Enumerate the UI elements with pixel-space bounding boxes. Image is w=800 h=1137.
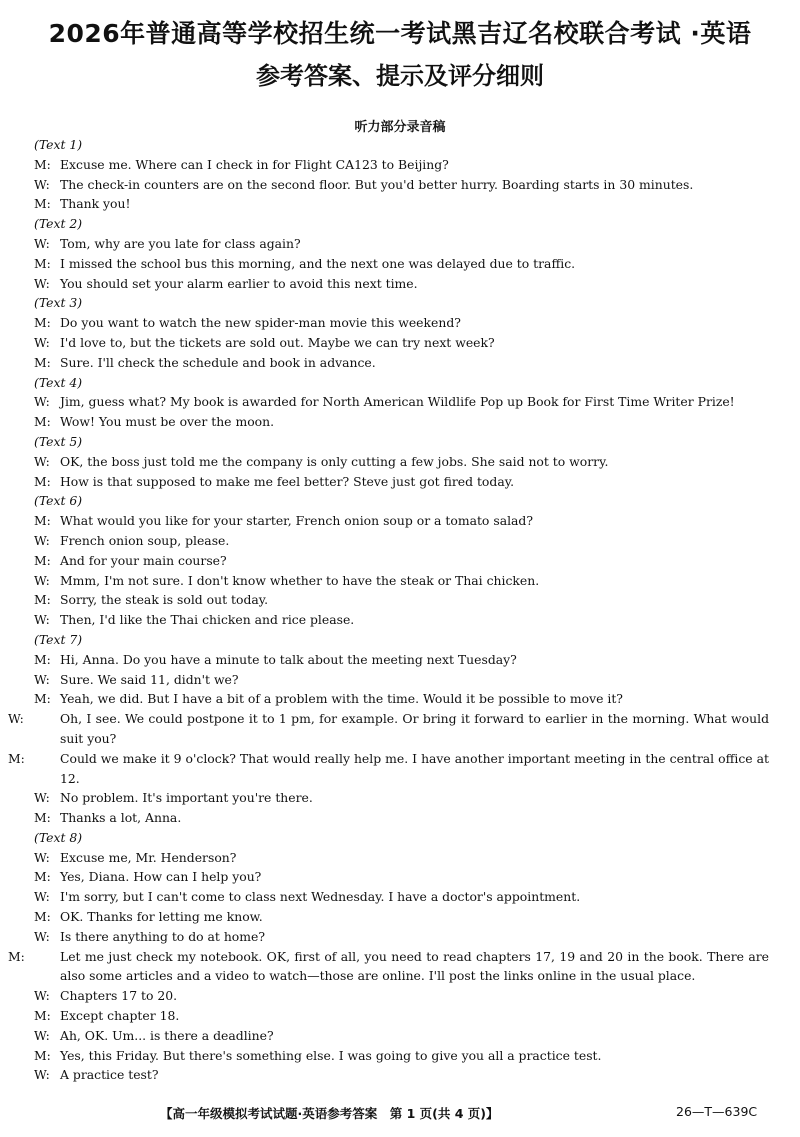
- dialogue-text: Chapters 17 to 20.: [60, 988, 178, 1004]
- dialogue-line: [34, 194, 769, 214]
- speaker-label: W:: [34, 889, 50, 905]
- speaker-label: M:: [34, 1008, 51, 1024]
- speaker-label: M:: [8, 948, 25, 964]
- speaker-label: W:: [34, 334, 50, 350]
- dialogue-line: [34, 412, 769, 432]
- dialogue-line: [34, 1046, 769, 1066]
- dialogue-line: [34, 274, 769, 294]
- dialogue-text: OK. Thanks for letting me know.: [60, 909, 263, 925]
- dialogue-text: Ah, OK. Um... is there a deadline?: [60, 1027, 274, 1043]
- dialogue-line: [34, 887, 769, 907]
- dialogue-line: [34, 610, 769, 630]
- dialogue-line: [34, 848, 769, 868]
- speaker-label: W:: [34, 1027, 50, 1043]
- speaker-label: W:: [34, 928, 50, 944]
- dialogue-line: [34, 333, 769, 353]
- dialogue-text: No problem. It's important you're there.: [60, 790, 313, 806]
- dialogue-text: And for your main course?: [60, 552, 227, 568]
- dialogue-text: Excuse me, Mr. Henderson?: [60, 849, 237, 865]
- dialogue-text: A practice test?: [60, 1067, 159, 1083]
- dialogue-line: [34, 867, 769, 887]
- dialogue-text: Yeah, we did. But I have a bit of a problem with the time. Would it be possible to move it?: [60, 691, 623, 707]
- speaker-label: M:: [34, 513, 51, 529]
- speaker-label: M:: [34, 651, 51, 667]
- speaker-label: M:: [8, 750, 25, 766]
- dialogue-line: [34, 670, 769, 690]
- dialogue-text: Sure. I'll check the schedule and book in advance.: [60, 354, 376, 370]
- dialogue-line: [8, 709, 769, 749]
- dialogue-text: What would you like for your starter, French onion soup or a tomato salad?: [60, 513, 534, 529]
- dialogue-line: [34, 689, 769, 709]
- dialogue-line: [34, 650, 769, 670]
- dialogue-text: Is there anything to do at home?: [60, 928, 265, 944]
- dialogue-text: I'm sorry, but I can't come to class next Wednesday. I have a doctor's appointment.: [60, 889, 581, 905]
- dialogue-line: [34, 531, 769, 551]
- text-section-header: (Text 2): [34, 216, 83, 232]
- dialogue-line: [34, 907, 769, 927]
- text-section-header: (Text 7): [34, 631, 83, 647]
- dialogue-text: The check-in counters are on the second floor. But you'd better hurry. Boarding starts in 30 minutes.: [60, 176, 694, 192]
- speaker-label: W:: [34, 988, 50, 1004]
- speaker-label: W:: [34, 394, 50, 410]
- dialogue-line: [34, 551, 769, 571]
- speaker-label: W:: [34, 849, 50, 865]
- speaker-label: M:: [34, 869, 51, 885]
- speaker-label: W:: [34, 1067, 50, 1083]
- speaker-label: M:: [34, 255, 51, 271]
- text-section-header: (Text 4): [34, 374, 83, 390]
- speaker-label: W:: [8, 711, 24, 727]
- speaker-label: M:: [34, 909, 51, 925]
- dialogue-line: [34, 1026, 769, 1046]
- dialogue-text: OK, the boss just told me the company is only cutting a few jobs. She said not to worry.: [60, 453, 609, 469]
- dialogue-text: How is that supposed to make me feel better? Steve just got fired today.: [60, 473, 515, 489]
- dialogue-line: [34, 1006, 769, 1026]
- document-title: 2026年普通高等学校招生统一考试黑吉辽名校联合考试 ·英语: [48, 19, 752, 48]
- speaker-label: W:: [34, 453, 50, 469]
- speaker-label: W:: [34, 790, 50, 806]
- text-section-header: (Text 8): [34, 829, 83, 845]
- footer-doc-code: 26—T—639C: [676, 1104, 758, 1119]
- speaker-label: M:: [34, 315, 51, 331]
- dialogue-text: Could we make it 9 o'clock? That would really help me. I have another important meeting in the central office at 12.: [60, 750, 769, 786]
- dialogue-text: Do you want to watch the new spider-man movie this weekend?: [60, 315, 461, 331]
- dialogue-text: Sorry, the steak is sold out today.: [60, 592, 269, 608]
- speaker-label: M:: [34, 354, 51, 370]
- dialogue-text: Let me just check my notebook. OK, first of all, you need to read chapters 17, 19 and 20 in the book. There are also some articles and a video to watch—those are online. I'll post the links online in the usual place.: [60, 948, 769, 984]
- dialogue-line: [34, 788, 769, 808]
- dialogue-line: [8, 947, 769, 987]
- dialogue-line: [34, 353, 769, 373]
- dialogue-text: Yes, this Friday. But there's something else. I was going to give you all a practice test.: [60, 1047, 602, 1063]
- dialogue-line: [34, 234, 769, 254]
- dialogue-line: [34, 590, 769, 610]
- dialogue-line: [34, 254, 769, 274]
- dialogue-line: [34, 175, 769, 195]
- section-heading: 听力部分录音稿: [354, 120, 446, 135]
- speaker-label: W:: [34, 275, 50, 291]
- speaker-label: W:: [34, 176, 50, 192]
- dialogue-line: [34, 472, 769, 492]
- document-subtitle: 参考答案、提示及评分细则: [256, 62, 544, 90]
- dialogue-text: You should set your alarm earlier to avoid this next time.: [60, 275, 418, 291]
- dialogue-text: Except chapter 18.: [60, 1008, 180, 1024]
- speaker-label: M:: [34, 473, 51, 489]
- dialogue-text: I'd love to, but the tickets are sold out. Maybe we can try next week?: [60, 334, 495, 350]
- speaker-label: M:: [34, 414, 51, 430]
- speaker-label: M:: [34, 810, 51, 826]
- text-section-header: (Text 1): [34, 137, 83, 152]
- speaker-label: M:: [34, 196, 51, 212]
- dialogue-line: [34, 808, 769, 828]
- page-footer: [0, 1104, 800, 1124]
- dialogue-text: Mmm, I'm not sure. I don't know whether to have the steak or Thai chicken.: [60, 572, 540, 588]
- speaker-label: W:: [34, 532, 50, 548]
- dialogue-line: [8, 749, 769, 789]
- dialogue-text: Then, I'd like the Thai chicken and rice please.: [60, 612, 355, 628]
- dialogue-text: Excuse me. Where can I check in for Flight CA123 to Beijing?: [60, 156, 449, 172]
- dialogue-line: [34, 571, 769, 591]
- text-section-header: (Text 5): [34, 433, 83, 449]
- dialogue-text: Thanks a lot, Anna.: [60, 810, 182, 826]
- dialogue-line: [34, 452, 769, 472]
- dialogue-line: [34, 392, 769, 412]
- dialogue-line: [34, 155, 769, 175]
- dialogue-line: [34, 986, 769, 1006]
- dialogue-text: Thank you!: [60, 196, 131, 212]
- dialogue-text: I missed the school bus this morning, and the next one was delayed due to traffic.: [60, 255, 576, 271]
- dialogue-text: Tom, why are you late for class again?: [60, 235, 301, 251]
- speaker-label: W:: [34, 671, 50, 687]
- dialogue-text: French onion soup, please.: [60, 532, 230, 548]
- dialogue-line: [34, 927, 769, 947]
- speaker-label: W:: [34, 235, 50, 251]
- dialogue-line: [34, 313, 769, 333]
- speaker-label: M:: [34, 1047, 51, 1063]
- footer-page-info: 【高一年级模拟考试试题·英语参考答案 第 1 页(共 4 页)】: [160, 1106, 499, 1121]
- text-section-header: (Text 6): [34, 493, 83, 509]
- dialogue-text: Wow! You must be over the moon.: [60, 414, 275, 430]
- dialogue-text: Sure. We said 11, didn't we?: [60, 671, 239, 687]
- speaker-label: M:: [34, 156, 51, 172]
- dialogue-line: [34, 511, 769, 531]
- dialogue-text: Oh, I see. We could postpone it to 1 pm, for example. Or bring it forward to earlier in the morning. What would suit you?: [60, 711, 769, 746]
- speaker-label: M:: [34, 691, 51, 707]
- dialogue-text: Jim, guess what? My book is awarded for North American Wildlife Pop up Book for First Time Writer Prize!: [60, 394, 735, 410]
- dialogue-line: [34, 1065, 769, 1085]
- speaker-label: W:: [34, 572, 50, 588]
- transcript: [8, 135, 769, 1085]
- speaker-label: M:: [34, 552, 51, 568]
- dialogue-text: Yes, Diana. How can I help you?: [60, 869, 262, 885]
- speaker-label: W:: [34, 612, 50, 628]
- text-section-header: (Text 3): [34, 295, 83, 311]
- speaker-label: M:: [34, 592, 51, 608]
- dialogue-text: Hi, Anna. Do you have a minute to talk about the meeting next Tuesday?: [60, 651, 517, 667]
